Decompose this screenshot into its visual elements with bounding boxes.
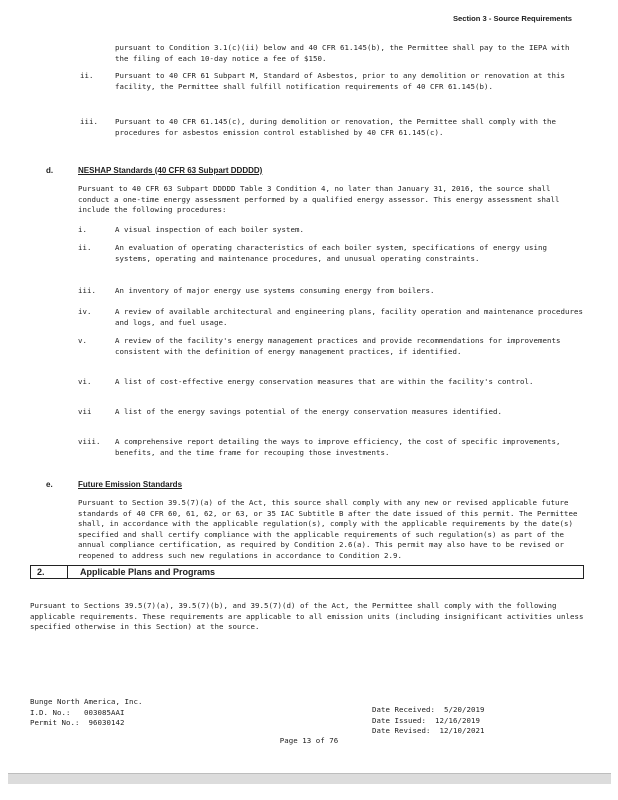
footer-right <box>372 705 485 737</box>
bottom-scan-edge <box>8 773 611 784</box>
date-revised: Date Revised: 12/10/2021 <box>372 726 485 736</box>
section-header: Section 3 - Source Requirements <box>452 14 572 23</box>
section-2-heading-box <box>30 565 584 579</box>
list-number: ii. <box>80 71 94 80</box>
list-number: ii. <box>78 243 92 252</box>
list-item-text: A list of cost-effective energy conservation measures that are within the facility's control. <box>115 377 534 386</box>
footer-left <box>30 697 143 729</box>
section-intro: Pursuant to 40 CFR 63 Subpart DDDDD Table 3 Condition 4, no later than January 31, 2016, the source shall conduct a one-time energy assessment performed by a qualified energy assessor. This energy assessment shall include the following procedures: <box>78 184 560 215</box>
list-number: vi. <box>78 377 92 386</box>
section-letter: e. <box>46 480 53 489</box>
section-text: Pursuant to Section 39.5(7)(a) of the Act, this source shall comply with any new or revised applicable future standards of 40 CFR 60, 61, 62, or 63, or 35 IAC Subtitle B after the date issued of this permit. The Permittee shall, in accordance with the applicable regulation(s), comply with the applicable requirements by the date(s) specified and shall certify compliance with the applicable requirements of such regulation(s) as part of the annual compliance certification, as required by Condition 2.6(a). This permit may also have to be revised or reopened to address such new regulations in accordance to Condition 2.9. <box>78 498 578 560</box>
page-number: Page 13 of 76 <box>279 736 339 745</box>
section-title: Applicable Plans and Programs <box>80 567 216 577</box>
date-received: Date Received: 5/20/2019 <box>372 705 485 714</box>
section-title: Future Emission Standards <box>78 480 183 489</box>
list-item-text: An evaluation of operating characteristics of each boiler system, specifications of energy using systems, operating and maintenance procedures, and unusual operating constraints. <box>115 243 547 263</box>
date-issued: Date Issued: 12/16/2019 <box>372 715 480 725</box>
list-item-text: A review of available architectural and engineering plans, facility operation and maintenance procedures and logs, and fuel usage. <box>115 307 583 327</box>
section-letter: d. <box>46 166 54 175</box>
section-2-text: Pursuant to Sections 39.5(7)(a), 39.5(7)(b), and 39.5(7)(d) of the Act, the Permittee shall comply with the following applicable requirements. These requirements are applicable to all emission units (including insignificant activities unless specified otherwise in this Section) at the source. <box>30 601 584 632</box>
list-item-text: Pursuant to 40 CFR 61 Subpart M, Standard of Asbestos, prior to any demolition or renovation at this facility, the Permittee shall fulfill notification requirements of 40 CFR 61.145(b). <box>115 71 565 91</box>
list-number: iii. <box>78 286 96 295</box>
section-title: NESHAP Standards (40 CFR 63 Subpart DDDDD) <box>78 166 263 175</box>
heading-divider <box>67 566 68 578</box>
list-number: iv. <box>78 307 92 316</box>
permit-number: Permit No.: 96030142 <box>30 718 125 728</box>
list-number: v. <box>78 336 87 345</box>
list-number: viii. <box>78 437 101 446</box>
list-item-text: Pursuant to 40 CFR 61.145(c), during demolition or renovation, the Permittee shall comply with the procedures for asbestos emission control established by 40 CFR 61.145(c). <box>115 117 556 137</box>
list-item-text: An inventory of major energy use systems consuming energy from boilers. <box>115 286 435 295</box>
list-item-text: A comprehensive report detailing the ways to improve efficiency, the cost of specific improvements, benefits, and the time frame for recouping those investments. <box>115 437 561 457</box>
section-number: 2. <box>37 567 45 577</box>
list-item-text: A review of the facility's energy management practices and provide recommendations for improvements consistent with the definition of energy management practices, if identified. <box>115 336 561 356</box>
id-number: I.D. No.: 003085AAI <box>30 707 125 717</box>
list-number: i. <box>78 225 87 234</box>
list-number: iii. <box>80 117 98 126</box>
continuation-paragraph: pursuant to Condition 3.1(c)(ii) below and 40 CFR 61.145(b), the Permittee shall pay to the IEPA with the filing of each 10-day notice a fee of $150. <box>115 43 570 63</box>
list-item-text: A visual inspection of each boiler system. <box>115 225 304 234</box>
list-number: vii <box>78 407 92 416</box>
list-item-text: A list of the energy savings potential of the energy conservation measures identified. <box>115 407 502 416</box>
company-name: Bunge North America, Inc. <box>30 697 143 706</box>
